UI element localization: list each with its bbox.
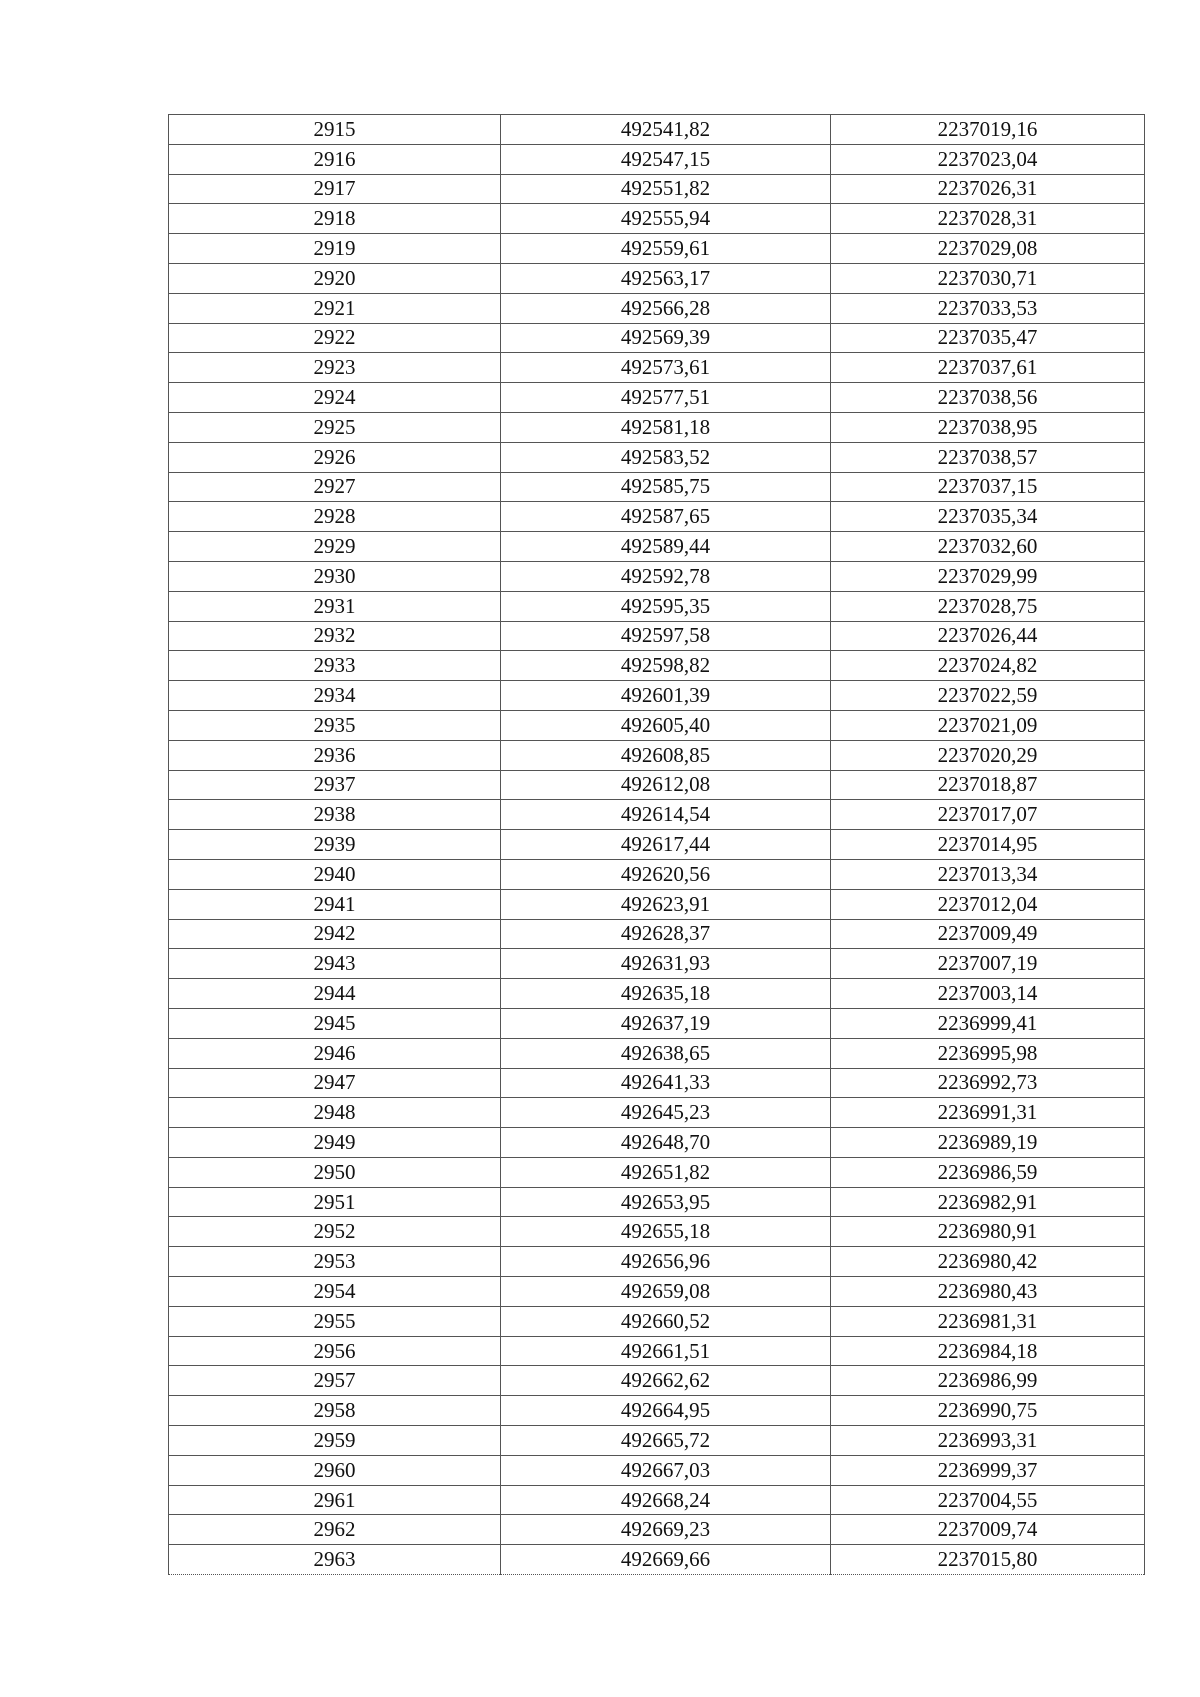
point-number-cell: 2937 xyxy=(169,770,501,800)
x-coordinate-cell: 492659,08 xyxy=(501,1277,831,1307)
point-number-cell: 2918 xyxy=(169,204,501,234)
x-coordinate-cell: 492605,40 xyxy=(501,710,831,740)
y-coordinate-cell: 2237038,56 xyxy=(831,383,1145,413)
x-coordinate-cell: 492563,17 xyxy=(501,263,831,293)
x-coordinate-cell: 492651,82 xyxy=(501,1157,831,1187)
y-coordinate-cell: 2237028,75 xyxy=(831,591,1145,621)
point-number-cell: 2936 xyxy=(169,740,501,770)
x-coordinate-cell: 492669,66 xyxy=(501,1545,831,1575)
table-row xyxy=(169,800,1145,830)
table-row xyxy=(169,979,1145,1009)
x-coordinate-cell: 492608,85 xyxy=(501,740,831,770)
coordinates-table xyxy=(168,114,1145,1575)
y-coordinate-cell: 2237029,99 xyxy=(831,561,1145,591)
y-coordinate-cell: 2237037,15 xyxy=(831,472,1145,502)
table-row xyxy=(169,1336,1145,1366)
x-coordinate-cell: 492573,61 xyxy=(501,353,831,383)
point-number-cell: 2954 xyxy=(169,1277,501,1307)
y-coordinate-cell: 2237007,19 xyxy=(831,949,1145,979)
table-row xyxy=(169,651,1145,681)
x-coordinate-cell: 492668,24 xyxy=(501,1485,831,1515)
table-row xyxy=(169,502,1145,532)
x-coordinate-cell: 492583,52 xyxy=(501,442,831,472)
point-number-cell: 2951 xyxy=(169,1187,501,1217)
y-coordinate-cell: 2236989,19 xyxy=(831,1128,1145,1158)
x-coordinate-cell: 492664,95 xyxy=(501,1396,831,1426)
y-coordinate-cell: 2236995,98 xyxy=(831,1038,1145,1068)
x-coordinate-cell: 492655,18 xyxy=(501,1217,831,1247)
y-coordinate-cell: 2236980,43 xyxy=(831,1277,1145,1307)
table-row xyxy=(169,174,1145,204)
point-number-cell: 2927 xyxy=(169,472,501,502)
point-number-cell: 2948 xyxy=(169,1098,501,1128)
x-coordinate-cell: 492667,03 xyxy=(501,1455,831,1485)
point-number-cell: 2946 xyxy=(169,1038,501,1068)
y-coordinate-cell: 2237033,53 xyxy=(831,293,1145,323)
point-number-cell: 2949 xyxy=(169,1128,501,1158)
x-coordinate-cell: 492653,95 xyxy=(501,1187,831,1217)
y-coordinate-cell: 2237009,74 xyxy=(831,1515,1145,1545)
table-row xyxy=(169,1306,1145,1336)
point-number-cell: 2963 xyxy=(169,1545,501,1575)
table-row xyxy=(169,323,1145,353)
x-coordinate-cell: 492581,18 xyxy=(501,412,831,442)
table-row xyxy=(169,263,1145,293)
y-coordinate-cell: 2236991,31 xyxy=(831,1098,1145,1128)
x-coordinate-cell: 492592,78 xyxy=(501,561,831,591)
point-number-cell: 2962 xyxy=(169,1515,501,1545)
point-number-cell: 2945 xyxy=(169,1008,501,1038)
table-row xyxy=(169,621,1145,651)
x-coordinate-cell: 492614,54 xyxy=(501,800,831,830)
table-row xyxy=(169,234,1145,264)
y-coordinate-cell: 2237018,87 xyxy=(831,770,1145,800)
point-number-cell: 2930 xyxy=(169,561,501,591)
y-coordinate-cell: 2237029,08 xyxy=(831,234,1145,264)
x-coordinate-cell: 492635,18 xyxy=(501,979,831,1009)
point-number-cell: 2921 xyxy=(169,293,501,323)
x-coordinate-cell: 492597,58 xyxy=(501,621,831,651)
x-coordinate-cell: 492585,75 xyxy=(501,472,831,502)
point-number-cell: 2933 xyxy=(169,651,501,681)
point-number-cell: 2924 xyxy=(169,383,501,413)
point-number-cell: 2929 xyxy=(169,532,501,562)
table-row xyxy=(169,1038,1145,1068)
y-coordinate-cell: 2237021,09 xyxy=(831,710,1145,740)
point-number-cell: 2943 xyxy=(169,949,501,979)
x-coordinate-cell: 492665,72 xyxy=(501,1426,831,1456)
table-row xyxy=(169,1128,1145,1158)
x-coordinate-cell: 492598,82 xyxy=(501,651,831,681)
x-coordinate-cell: 492587,65 xyxy=(501,502,831,532)
table-row xyxy=(169,204,1145,234)
x-coordinate-cell: 492551,82 xyxy=(501,174,831,204)
y-coordinate-cell: 2237024,82 xyxy=(831,651,1145,681)
table-row xyxy=(169,1545,1145,1575)
y-coordinate-cell: 2237020,29 xyxy=(831,740,1145,770)
y-coordinate-cell: 2236981,31 xyxy=(831,1306,1145,1336)
table-row xyxy=(169,1068,1145,1098)
x-coordinate-cell: 492631,93 xyxy=(501,949,831,979)
x-coordinate-cell: 492648,70 xyxy=(501,1128,831,1158)
y-coordinate-cell: 2237013,34 xyxy=(831,859,1145,889)
y-coordinate-cell: 2237019,16 xyxy=(831,115,1145,145)
y-coordinate-cell: 2236993,31 xyxy=(831,1426,1145,1456)
x-coordinate-cell: 492641,33 xyxy=(501,1068,831,1098)
x-coordinate-cell: 492566,28 xyxy=(501,293,831,323)
y-coordinate-cell: 2237032,60 xyxy=(831,532,1145,562)
table-row xyxy=(169,353,1145,383)
y-coordinate-cell: 2237009,49 xyxy=(831,919,1145,949)
point-number-cell: 2925 xyxy=(169,412,501,442)
x-coordinate-cell: 492623,91 xyxy=(501,889,831,919)
y-coordinate-cell: 2237028,31 xyxy=(831,204,1145,234)
table-row xyxy=(169,115,1145,145)
x-coordinate-cell: 492589,44 xyxy=(501,532,831,562)
table-row xyxy=(169,1247,1145,1277)
point-number-cell: 2959 xyxy=(169,1426,501,1456)
point-number-cell: 2955 xyxy=(169,1306,501,1336)
x-coordinate-cell: 492638,65 xyxy=(501,1038,831,1068)
point-number-cell: 2932 xyxy=(169,621,501,651)
point-number-cell: 2939 xyxy=(169,830,501,860)
point-number-cell: 2953 xyxy=(169,1247,501,1277)
x-coordinate-cell: 492559,61 xyxy=(501,234,831,264)
table-row xyxy=(169,740,1145,770)
table-row xyxy=(169,1277,1145,1307)
table-row xyxy=(169,1485,1145,1515)
table-row xyxy=(169,472,1145,502)
table-row xyxy=(169,532,1145,562)
y-coordinate-cell: 2236980,91 xyxy=(831,1217,1145,1247)
y-coordinate-cell: 2236990,75 xyxy=(831,1396,1145,1426)
y-coordinate-cell: 2236982,91 xyxy=(831,1187,1145,1217)
table-row xyxy=(169,1366,1145,1396)
y-coordinate-cell: 2237012,04 xyxy=(831,889,1145,919)
point-number-cell: 2957 xyxy=(169,1366,501,1396)
coordinates-table-body xyxy=(169,115,1145,1575)
table-row xyxy=(169,1515,1145,1545)
y-coordinate-cell: 2237014,95 xyxy=(831,830,1145,860)
y-coordinate-cell: 2237026,31 xyxy=(831,174,1145,204)
x-coordinate-cell: 492569,39 xyxy=(501,323,831,353)
table-row xyxy=(169,144,1145,174)
x-coordinate-cell: 492541,82 xyxy=(501,115,831,145)
table-row xyxy=(169,561,1145,591)
y-coordinate-cell: 2237004,55 xyxy=(831,1485,1145,1515)
x-coordinate-cell: 492555,94 xyxy=(501,204,831,234)
table-row xyxy=(169,293,1145,323)
x-coordinate-cell: 492547,15 xyxy=(501,144,831,174)
table-row xyxy=(169,859,1145,889)
y-coordinate-cell: 2236986,99 xyxy=(831,1366,1145,1396)
point-number-cell: 2916 xyxy=(169,144,501,174)
point-number-cell: 2922 xyxy=(169,323,501,353)
x-coordinate-cell: 492645,23 xyxy=(501,1098,831,1128)
y-coordinate-cell: 2236986,59 xyxy=(831,1157,1145,1187)
point-number-cell: 2934 xyxy=(169,681,501,711)
y-coordinate-cell: 2236980,42 xyxy=(831,1247,1145,1277)
table-row xyxy=(169,830,1145,860)
point-number-cell: 2941 xyxy=(169,889,501,919)
point-number-cell: 2950 xyxy=(169,1157,501,1187)
point-number-cell: 2923 xyxy=(169,353,501,383)
point-number-cell: 2952 xyxy=(169,1217,501,1247)
table-row xyxy=(169,919,1145,949)
table-row xyxy=(169,949,1145,979)
x-coordinate-cell: 492612,08 xyxy=(501,770,831,800)
point-number-cell: 2942 xyxy=(169,919,501,949)
point-number-cell: 2961 xyxy=(169,1485,501,1515)
x-coordinate-cell: 492661,51 xyxy=(501,1336,831,1366)
table-row xyxy=(169,681,1145,711)
y-coordinate-cell: 2236992,73 xyxy=(831,1068,1145,1098)
y-coordinate-cell: 2237026,44 xyxy=(831,621,1145,651)
point-number-cell: 2940 xyxy=(169,859,501,889)
point-number-cell: 2926 xyxy=(169,442,501,472)
y-coordinate-cell: 2237017,07 xyxy=(831,800,1145,830)
point-number-cell: 2947 xyxy=(169,1068,501,1098)
x-coordinate-cell: 492617,44 xyxy=(501,830,831,860)
point-number-cell: 2928 xyxy=(169,502,501,532)
y-coordinate-cell: 2237035,47 xyxy=(831,323,1145,353)
y-coordinate-cell: 2237030,71 xyxy=(831,263,1145,293)
x-coordinate-cell: 492628,37 xyxy=(501,919,831,949)
point-number-cell: 2960 xyxy=(169,1455,501,1485)
x-coordinate-cell: 492662,62 xyxy=(501,1366,831,1396)
table-row xyxy=(169,383,1145,413)
x-coordinate-cell: 492660,52 xyxy=(501,1306,831,1336)
point-number-cell: 2958 xyxy=(169,1396,501,1426)
y-coordinate-cell: 2237035,34 xyxy=(831,502,1145,532)
point-number-cell: 2944 xyxy=(169,979,501,1009)
x-coordinate-cell: 492577,51 xyxy=(501,383,831,413)
y-coordinate-cell: 2237037,61 xyxy=(831,353,1145,383)
point-number-cell: 2956 xyxy=(169,1336,501,1366)
table-row xyxy=(169,1455,1145,1485)
y-coordinate-cell: 2237015,80 xyxy=(831,1545,1145,1575)
x-coordinate-cell: 492595,35 xyxy=(501,591,831,621)
point-number-cell: 2920 xyxy=(169,263,501,293)
table-row xyxy=(169,889,1145,919)
table-row xyxy=(169,1187,1145,1217)
point-number-cell: 2919 xyxy=(169,234,501,264)
point-number-cell: 2917 xyxy=(169,174,501,204)
x-coordinate-cell: 492601,39 xyxy=(501,681,831,711)
table-row xyxy=(169,1426,1145,1456)
table-row xyxy=(169,710,1145,740)
y-coordinate-cell: 2237023,04 xyxy=(831,144,1145,174)
x-coordinate-cell: 492637,19 xyxy=(501,1008,831,1038)
x-coordinate-cell: 492669,23 xyxy=(501,1515,831,1545)
table-row xyxy=(169,412,1145,442)
table-row xyxy=(169,1157,1145,1187)
y-coordinate-cell: 2236999,37 xyxy=(831,1455,1145,1485)
table-row xyxy=(169,1098,1145,1128)
y-coordinate-cell: 2237038,95 xyxy=(831,412,1145,442)
point-number-cell: 2931 xyxy=(169,591,501,621)
table-row xyxy=(169,1396,1145,1426)
y-coordinate-cell: 2237038,57 xyxy=(831,442,1145,472)
y-coordinate-cell: 2237003,14 xyxy=(831,979,1145,1009)
point-number-cell: 2935 xyxy=(169,710,501,740)
table-row xyxy=(169,1008,1145,1038)
x-coordinate-cell: 492620,56 xyxy=(501,859,831,889)
y-coordinate-cell: 2237022,59 xyxy=(831,681,1145,711)
table-row xyxy=(169,1217,1145,1247)
table-row xyxy=(169,770,1145,800)
x-coordinate-cell: 492656,96 xyxy=(501,1247,831,1277)
y-coordinate-cell: 2236984,18 xyxy=(831,1336,1145,1366)
table-row xyxy=(169,591,1145,621)
table-row xyxy=(169,442,1145,472)
point-number-cell: 2915 xyxy=(169,115,501,145)
point-number-cell: 2938 xyxy=(169,800,501,830)
y-coordinate-cell: 2236999,41 xyxy=(831,1008,1145,1038)
